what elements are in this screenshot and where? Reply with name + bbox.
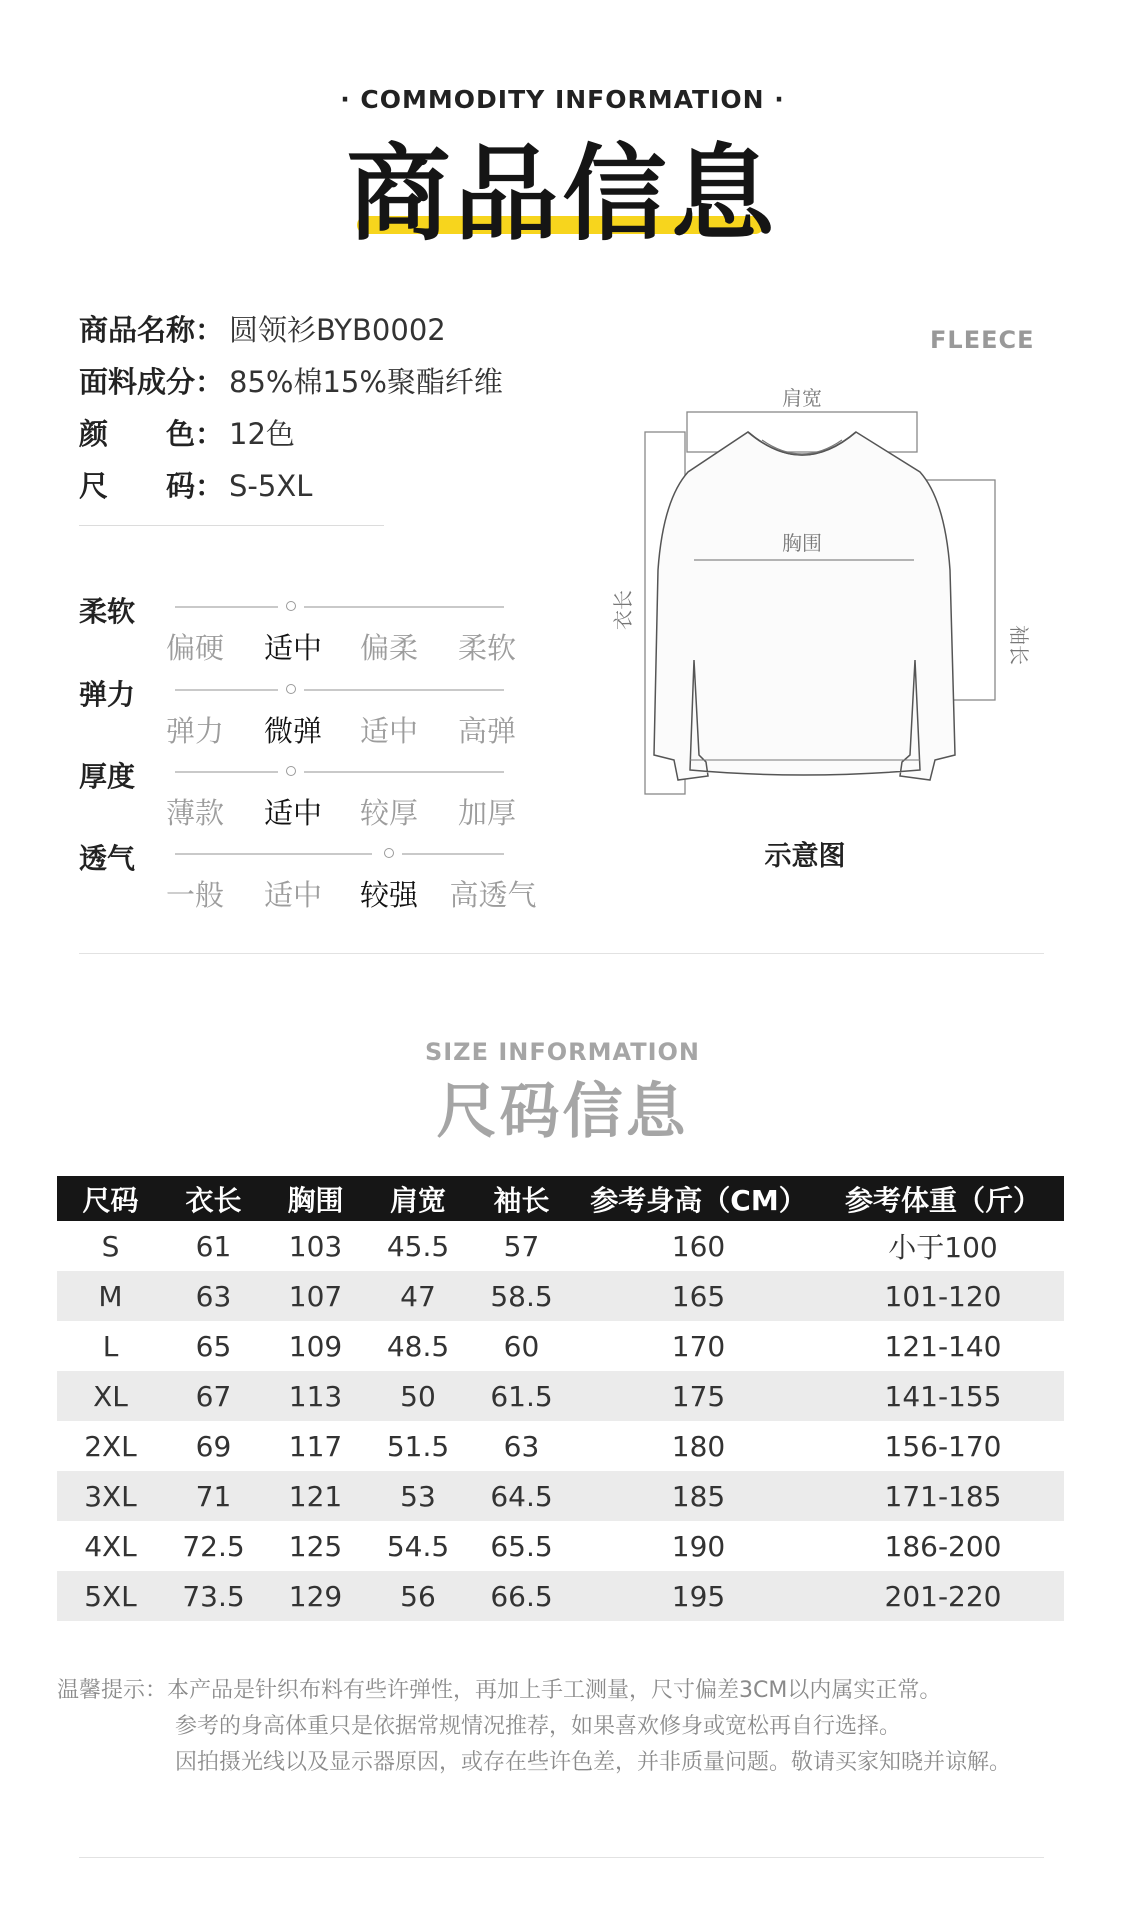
table-row xyxy=(57,1471,1064,1521)
info-value: 85%棉15%聚酯纤维 xyxy=(229,365,503,399)
cell: 56 xyxy=(368,1571,468,1621)
scale-option-selected: 较强 xyxy=(359,878,418,912)
cell: 195 xyxy=(575,1571,822,1621)
scale-option: 薄款 xyxy=(165,796,224,830)
header-sleeve: 袖长 xyxy=(468,1176,575,1221)
info-row-color xyxy=(79,414,295,454)
cell: 54.5 xyxy=(386,1529,450,1563)
cell: 109 xyxy=(288,1329,343,1363)
cell: 156-170 xyxy=(884,1429,1002,1463)
cell: 121 xyxy=(263,1471,368,1521)
cell: 5XL xyxy=(57,1571,164,1621)
shoulder-measure-box xyxy=(687,412,917,452)
note-line-1 xyxy=(57,1673,941,1709)
scale-line xyxy=(175,853,372,855)
cell: XL xyxy=(57,1371,164,1421)
header-height: 参考身高（CM） xyxy=(575,1176,822,1221)
info-row-size xyxy=(79,466,312,506)
cell: 45.5 xyxy=(386,1229,450,1263)
cell: 107 xyxy=(263,1271,368,1321)
info-value: S-5XL xyxy=(229,469,313,503)
info-value: 圆领衫BYB0002 xyxy=(229,313,446,347)
shoulder-label: 肩宽 xyxy=(782,386,822,410)
cell: 125 xyxy=(288,1529,343,1563)
info-key: 尺 码： xyxy=(79,469,225,503)
cell: 50 xyxy=(368,1371,468,1421)
cell: 160 xyxy=(671,1229,726,1263)
scale-option: 较厚 xyxy=(359,796,418,830)
cell: L xyxy=(102,1329,119,1363)
table-header-row xyxy=(57,1176,1064,1221)
scale-option: 一般 xyxy=(165,878,224,912)
scale-marker xyxy=(286,601,296,611)
cell: 67 xyxy=(164,1371,263,1421)
table-row xyxy=(57,1221,1064,1271)
sweatshirt-outline xyxy=(654,432,955,780)
cell: 53 xyxy=(368,1471,468,1521)
scale-line xyxy=(402,853,504,855)
cell: 48.5 xyxy=(386,1329,450,1363)
info-key: 商品名称： xyxy=(79,313,225,347)
garment-diagram xyxy=(611,360,1070,840)
cell: 201-220 xyxy=(822,1571,1064,1621)
scale-marker xyxy=(286,684,296,694)
attr-label-breathability: 透气 xyxy=(79,842,136,875)
cell: 103 xyxy=(288,1229,343,1263)
scale-line xyxy=(175,771,278,773)
size-info-title: 尺码信息 xyxy=(436,1077,689,1147)
info-key: 颜 色： xyxy=(79,417,225,451)
header-chest: 胸围 xyxy=(263,1176,368,1221)
cell: 58.5 xyxy=(468,1271,575,1321)
cell: 66.5 xyxy=(468,1571,575,1621)
cell: 117 xyxy=(288,1429,343,1463)
note-prefix: 温馨提示： xyxy=(57,1678,168,1703)
attr-label-thickness: 厚度 xyxy=(79,760,136,793)
info-row-name xyxy=(79,310,446,350)
cell: 141-155 xyxy=(822,1371,1064,1421)
bottom-divider xyxy=(79,1857,1044,1858)
scale-option: 偏硬 xyxy=(165,631,224,665)
scale-option: 高透气 xyxy=(449,878,537,912)
scale-option: 适中 xyxy=(263,878,322,912)
scale-line xyxy=(304,689,504,691)
scale-line xyxy=(175,689,278,691)
table-row xyxy=(57,1371,1064,1421)
cell: 72.5 xyxy=(182,1529,245,1563)
scale-line xyxy=(175,606,278,608)
scale-option: 加厚 xyxy=(457,796,516,830)
header-length: 衣长 xyxy=(164,1176,263,1221)
cell: 4XL xyxy=(84,1529,137,1563)
scale-option: 柔软 xyxy=(457,631,516,665)
cell: 129 xyxy=(263,1571,368,1621)
scale-option: 偏柔 xyxy=(359,631,418,665)
scale-marker xyxy=(286,766,296,776)
note-line-2: 参考的身高体重只是依据常规情况推荐，如果喜欢修身或宽松再自行选择。 xyxy=(175,1714,902,1739)
cell: 186-200 xyxy=(884,1529,1002,1563)
cell: 171-185 xyxy=(822,1471,1064,1521)
attr-label-elasticity: 弹力 xyxy=(79,678,136,711)
page-title: 商品信息 xyxy=(346,133,779,255)
scale-line xyxy=(304,606,504,608)
cell: 63 xyxy=(164,1271,263,1321)
cell: 175 xyxy=(575,1371,822,1421)
note-line-3: 因拍摄光线以及显示器原因，或存在些许色差，并非质量问题。敬请买家知晓并谅解。 xyxy=(175,1750,1012,1775)
header-shoulder: 肩宽 xyxy=(368,1176,468,1221)
diagram-caption: 示意图 xyxy=(764,841,846,872)
length-label: 衣长 xyxy=(611,590,635,630)
cell: 3XL xyxy=(57,1471,164,1521)
cell: 57 xyxy=(503,1229,540,1263)
cell: 51.5 xyxy=(386,1429,450,1463)
scale-option-selected: 微弹 xyxy=(263,714,322,748)
header-size: 尺码 xyxy=(57,1176,164,1221)
table-row xyxy=(57,1271,1064,1321)
cell: 69 xyxy=(195,1429,232,1463)
scale-option: 适中 xyxy=(359,714,418,748)
commodity-info-subtitle: · COMMODITY INFORMATION · xyxy=(340,85,785,114)
cell: M xyxy=(57,1271,164,1321)
scale-option-selected: 适中 xyxy=(263,631,322,665)
scale-line xyxy=(304,771,504,773)
cell: 47 xyxy=(368,1271,468,1321)
cell: 190 xyxy=(671,1529,726,1563)
table-row xyxy=(57,1321,1064,1371)
size-table xyxy=(57,1176,1064,1621)
cell: 185 xyxy=(575,1471,822,1521)
cell: 小于100 xyxy=(888,1231,998,1264)
cell: 170 xyxy=(671,1329,726,1363)
scale-marker xyxy=(384,848,394,858)
cell: 113 xyxy=(263,1371,368,1421)
info-divider xyxy=(79,525,384,526)
table-row xyxy=(57,1571,1064,1621)
sleeve-label: 袖长 xyxy=(1007,625,1031,665)
size-info-subtitle: SIZE INFORMATION xyxy=(424,1038,701,1066)
info-row-fabric xyxy=(79,362,503,402)
header-weight: 参考体重（斤） xyxy=(822,1176,1064,1221)
section-divider xyxy=(79,953,1044,954)
cell: 71 xyxy=(164,1471,263,1521)
cell: 2XL xyxy=(84,1429,137,1463)
table-row xyxy=(57,1421,1064,1471)
cell: 61.5 xyxy=(468,1371,575,1421)
attr-label-softness: 柔软 xyxy=(79,595,136,628)
cell: 121-140 xyxy=(884,1329,1002,1363)
cell: 73.5 xyxy=(164,1571,263,1621)
cell: 60 xyxy=(503,1329,540,1363)
chest-label: 胸围 xyxy=(782,531,822,555)
cell: S xyxy=(101,1229,120,1263)
cell: 65 xyxy=(195,1329,232,1363)
cell: 63 xyxy=(503,1429,540,1463)
cell: 180 xyxy=(671,1429,726,1463)
info-value: 12色 xyxy=(229,417,295,451)
cell: 61 xyxy=(195,1229,232,1263)
cell: 165 xyxy=(575,1271,822,1321)
scale-option: 弹力 xyxy=(165,714,224,748)
info-key: 面料成分： xyxy=(79,365,225,399)
table-row xyxy=(57,1521,1064,1571)
cell: 101-120 xyxy=(822,1271,1064,1321)
cell: 65.5 xyxy=(490,1529,553,1563)
note-text: 本产品是针织布料有些许弹性，再加上手工测量，尺寸偏差3CM以内属实正常。 xyxy=(167,1678,942,1703)
cell: 64.5 xyxy=(468,1471,575,1521)
fleece-tag: FLEECE xyxy=(930,326,1035,354)
scale-option: 高弹 xyxy=(457,714,516,748)
scale-option-selected: 适中 xyxy=(263,796,322,830)
